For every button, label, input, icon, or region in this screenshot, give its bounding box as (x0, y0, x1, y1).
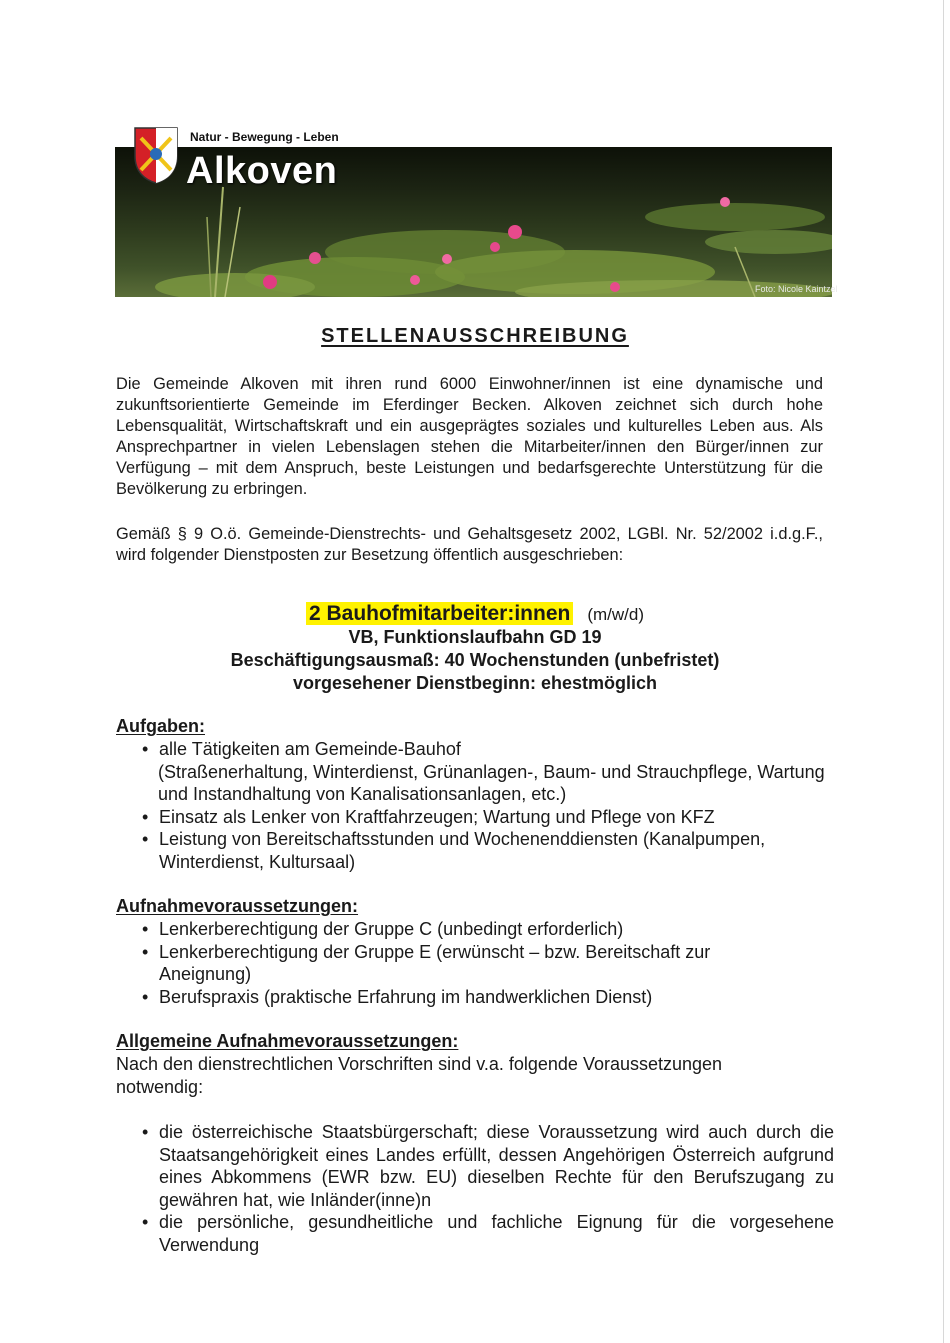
requirements-heading: Aufnahmevoraussetzungen: (116, 896, 359, 916)
tasks-heading: Aufgaben: (116, 716, 205, 736)
legal-paragraph: Gemäß § 9 O.ö. Gemeinde-Dienstrechts- und Gehaltsgesetz 2002, LGBl. Nr. 52/2002 i.d.g.F., wird folgender Dienstposten zur Besetzung öffentlich ausgeschrieben: (116, 525, 823, 564)
list-item: • Lenkerberechtigung der Gruppe C (unbedingt erforderlich) (142, 919, 624, 939)
job-start: vorgesehener Dienstbeginn: ehestmöglich (292, 673, 658, 693)
intro-paragraph: Die Gemeinde Alkoven mit ihren rund 6000 Einwohner/innen ist eine dynamische und zukunftsorientierte Gemeinde im Eferdinger Becken. Alkoven zeichnet sich durch hohe Lebensqualität, Wirtschaftskraft und ein ausgeprägtes soziales und kulturelles Leben aus. Als Ansprechpartner in vielen Lebenslagen stehen die Mitarbeiter/innen den Bürger/innen zur Verfügung – mit dem Anspruch, beste Leistungen und bedarfsgerechte Unterstützung für die Bevölkerung zu erbringen. (116, 375, 823, 498)
list-item: • die persönliche, gesundheitliche und fachliche Eignung für die vorgesehene Verwendung (142, 1212, 834, 1255)
list-item: • Leistung von Bereitschaftsstunden und Wochenenddiensten (Kanalpumpen, Winterdienst, Kultursaal) (142, 829, 766, 872)
general-list (136, 1121, 834, 1256)
list-item: • Einsatz als Lenker von Kraftfahrzeugen; Wartung und Pflege von KFZ (142, 806, 715, 827)
general-intro: Nach den dienstrechtlichen Vorschriften sind v.a. folgende Voraussetzungen notwendig: (116, 1054, 723, 1097)
list-item: • alle Tätigkeiten am Gemeinde-Bauhof (142, 739, 461, 759)
job-classification: VB, Funktionslaufbahn GD 19 (348, 627, 602, 647)
page-title: STELLENAUSSCHREIBUNG (321, 325, 629, 347)
municipal-crest-logo (133, 126, 179, 184)
list-item-continuation: (Straßenerhaltung, Winterdienst, Grünanlagen-, Baum- und Strauchpflege, Wartung und Instandhaltung von Kanalisationsanlagen, etc.) (158, 761, 825, 804)
list-item: • Lenkerberechtigung der Gruppe E (erwünscht – bzw. Bereitschaft zur Aneignung) (142, 941, 711, 984)
header-slogan: Natur - Bewegung - Leben (190, 130, 339, 144)
job-hours: Beschäftigungsausmaß: 40 Wochenstunden (unbefristet) (230, 650, 720, 670)
requirements-list (136, 918, 756, 1008)
job-summary (0, 601, 950, 695)
job-gender-suffix: (m/w/d) (587, 605, 645, 624)
job-title: 2 Bauhofmitarbeiter:innen (306, 602, 573, 625)
list-item: • Berufspraxis (praktische Erfahrung im handwerklichen Dienst) (142, 986, 653, 1007)
photo-credit: Foto: Nicole Kaintzel (755, 284, 838, 294)
general-heading: Allgemeine Aufnahmevoraussetzungen: (116, 1031, 459, 1051)
list-item: • die österreichische Staatsbürgerschaft; diese Voraussetzung wird auch durch die Staatsangehörigkeit eines Landes erfüllt, dessen Angehörigen Österreich aufgrund eines Abkommens (EWR bzw. EU) dieselben Rechte für den Berufszugang zu gewähren hat, wie Inländer(inne)n (142, 1122, 834, 1210)
tasks-list (136, 738, 836, 873)
brand-wordmark: Alkoven (186, 150, 338, 192)
